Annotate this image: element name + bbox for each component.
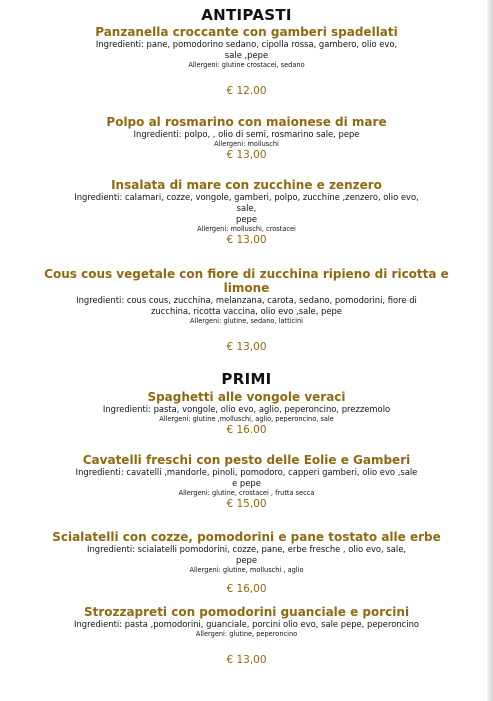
dish-spaghetti-vongole: [18, 390, 475, 437]
dish-ingredients: Ingredienti: polpo, , olio di semi, rosmarino sale, pepe: [133, 129, 360, 139]
dish-ingredients: Ingredienti: pasta ,pomodorini, guanciale, porcini olio evo, sale pepe, peperoncino: [73, 619, 420, 629]
dish-name: Panzanella croccante con gamberi spadellati: [95, 25, 398, 39]
dish-cavatelli: [18, 453, 475, 511]
dish-name: Strozzapreti con pomodorini guanciale e porcini: [83, 605, 410, 619]
dish-polpo: [18, 115, 475, 162]
dish-name: Insalata di mare con zucchine e zenzero: [111, 178, 382, 192]
dish-allergens: Allergeni: molluschi, crostacei: [197, 225, 296, 233]
dish-ingredients-cont: sale,: [236, 203, 257, 213]
dish-panzanella: [18, 25, 475, 98]
dish-insalata-di-mare: [18, 178, 475, 247]
dish-ingredients: Ingredienti: pane, pomodorino sedano, cipolla rossa, gambero, olio evo,: [95, 39, 398, 49]
dish-name: Polpo al rosmarino con maionese di mare: [106, 115, 387, 129]
dish-allergens: Allergeni: molluschi: [214, 140, 279, 148]
dish-name-cont: limone: [223, 281, 270, 295]
dish-name: Spaghetti alle vongole veraci: [147, 390, 346, 404]
dish-ingredients: Ingredienti: pasta, vongole, olio evo, aglio, peperoncino, prezzemolo: [102, 404, 391, 414]
dish-ingredients: Ingredienti: calamari, cozze, vongole, gamberi, polpo, zucchine ,zenzero, olio evo,: [74, 192, 419, 202]
dish-allergens: Allergeni: glutine, sedano, latticini: [190, 317, 303, 325]
dish-allergens: Allergeni: glutine, peperoncino: [195, 630, 298, 638]
dish-ingredients-cont: sale ,pepe: [224, 50, 269, 60]
dish-price: € 13,00: [226, 654, 267, 666]
dish-ingredients: Ingredienti: scialatelli pomodorini, cozze, pane, erbe fresche , olio evo, sale,: [86, 544, 407, 554]
dish-price: € 13,00: [226, 341, 267, 353]
dish-scialatelli: [18, 530, 475, 596]
section-title-primi: PRIMI: [221, 370, 272, 388]
dish-price: € 16.00: [226, 424, 267, 436]
dish-ingredients-cont: zucchina, ricotta vaccina, olio evo ,sale, pepe: [151, 306, 342, 316]
dish-price: € 16,00: [226, 583, 267, 595]
dish-name: Scialatelli con cozze, pomodorini e pane tostato alle erbe: [52, 530, 441, 544]
dish-ingredients: Ingredienti: cous cous, zucchina, melanzana, carota, sedano, pomodorini, fiore di: [76, 295, 417, 305]
dish-allergens: Allergeni: glutine, crostacei , frutta secca: [178, 489, 315, 497]
dish-ingredients-cont: pepe: [236, 214, 257, 224]
dish-price: € 13,00: [226, 149, 267, 161]
dish-price: € 12.00: [226, 85, 267, 97]
dish-allergens: Allergeni: glutine, molluschi , aglio: [189, 566, 304, 574]
dish-name: Cavatelli freschi con pesto delle Eolie e Gamberi: [82, 453, 411, 467]
section-title-antipasti: ANTIPASTI: [201, 6, 292, 24]
dish-cous-cous: [18, 267, 475, 354]
dish-price: € 13,00: [226, 234, 267, 246]
dish-name: Cous cous vegetale con fiore di zucchina ripieno di ricotta e: [44, 267, 449, 281]
dish-ingredients-cont: e pepe: [232, 478, 261, 488]
dish-ingredients: Ingredienti: cavatelli ,mandorle, pinoli, pomodoro, capperi gamberi, olio evo ,sale: [75, 467, 418, 477]
dish-allergens: Allergeni: glutine crostacei, sedano: [188, 61, 305, 69]
dish-strozzapreti: [18, 605, 475, 667]
page-edge-shadow: [487, 0, 493, 701]
dish-ingredients-cont: pepe: [236, 555, 257, 565]
dish-price: € 15,00: [226, 498, 267, 510]
dish-allergens: Allergeni: glutine ,molluschi, aglio, peperoncino, sale: [159, 415, 334, 423]
